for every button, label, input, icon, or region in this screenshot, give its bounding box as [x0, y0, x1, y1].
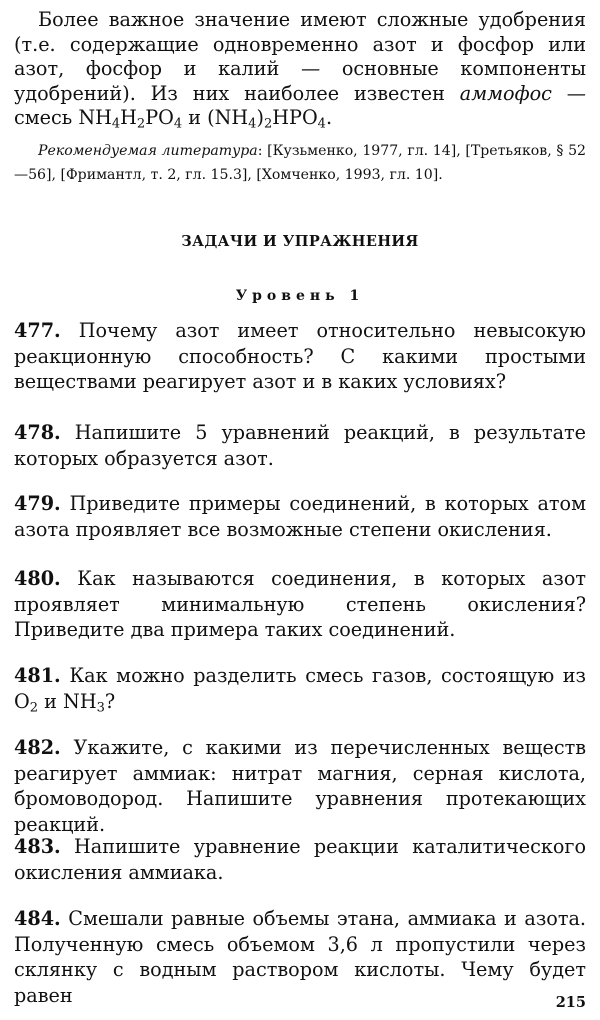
recommended-literature — [14, 139, 586, 187]
task-number: 482. — [14, 736, 61, 759]
task-text: ? — [104, 689, 116, 713]
intro-term: аммофос — [459, 81, 552, 105]
task-number: 477. — [14, 319, 61, 342]
formula-sub: 2 — [29, 699, 39, 715]
section-title: ЗАДАЧИ И УПРАЖНЕНИЯ — [181, 233, 419, 250]
task-number: 483. — [14, 835, 61, 858]
task-number: 481. — [14, 664, 61, 687]
task-478 — [14, 420, 586, 471]
intro-formula-start: — смесь NH — [14, 81, 586, 129]
formula-sub: 4 — [248, 116, 257, 132]
formula-part: ) — [256, 106, 264, 129]
task-text: Укажите, с какими из перечисленных веществ реагирует аммиак: нитрат магния, серная кислота, бромоводород. Напишите уравнения протекающих реакций. — [14, 736, 586, 837]
formula-sub: 4 — [317, 116, 326, 132]
task-text: Почему азот имеет относительно невысокую реакционную способность? С какими простыми веществами реагирует азот и в каких условиях? — [14, 319, 586, 394]
task-text: Как можно разделить смесь газов, состоящую из O — [14, 664, 586, 713]
task-text: Напишите 5 уравнений реакций, в результате которых образуется азот. — [14, 421, 586, 470]
task-text: Приведите примеры соединений, в которых атом азота проявляет все возможные степени окисления. — [14, 492, 586, 541]
intro-text: Более важное значение имеют сложные удобрения (т.е. содержащие одновременно азот и фосфор или азот, фосфор и калий — основные компоненты удобрений). Из них наиболее известен — [14, 8, 586, 105]
task-text: и NH — [38, 689, 97, 713]
formula-sub: 3 — [96, 699, 105, 715]
formula-sub: 2 — [136, 116, 146, 132]
task-480 — [14, 566, 586, 643]
task-number: 478. — [14, 421, 61, 444]
formula-part: . — [325, 106, 333, 129]
intro-paragraph — [14, 8, 586, 131]
formula-part: HPO — [272, 106, 318, 129]
task-text: Как называются соединения, в которых азот проявляет минимальную степень окисления? Приведите два примера таких соединений. — [14, 567, 586, 642]
level-title: Уровень 1 — [235, 288, 365, 304]
task-477 — [14, 318, 586, 395]
references-label: Рекомендуемая литература — [38, 143, 258, 159]
references-text: : [Кузьменко, 1977, гл. 14], [Третьяков, § 52—56], [Фримантл, т. 2, гл. 15.3], [Хомченко, 1993, гл. 10]. — [14, 143, 587, 183]
page-number: 215 — [555, 994, 586, 1011]
formula-part: PO — [145, 106, 174, 129]
formula-sub: 4 — [111, 116, 121, 132]
formula-part: H — [120, 106, 137, 129]
task-number: 484. — [14, 907, 61, 930]
formula-sub: 4 — [173, 116, 183, 132]
formula-part: и (NH — [182, 106, 249, 129]
task-479 — [14, 491, 586, 542]
formula-sub: 2 — [263, 116, 273, 132]
task-number: 479. — [14, 492, 61, 515]
task-484 — [14, 906, 586, 1009]
task-text: Напишите уравнение реакции каталитического окисления аммиака. — [14, 835, 586, 884]
task-482 — [14, 735, 586, 838]
task-number: 480. — [14, 567, 61, 590]
task-text: Смешали равные объемы этана, аммиака и азота. Полученную смесь объемом 3,6 л пропустили через склянку с водным раствором кислоты. Чему будет равен — [14, 907, 586, 1008]
task-481 — [14, 663, 586, 714]
task-483 — [14, 834, 586, 885]
